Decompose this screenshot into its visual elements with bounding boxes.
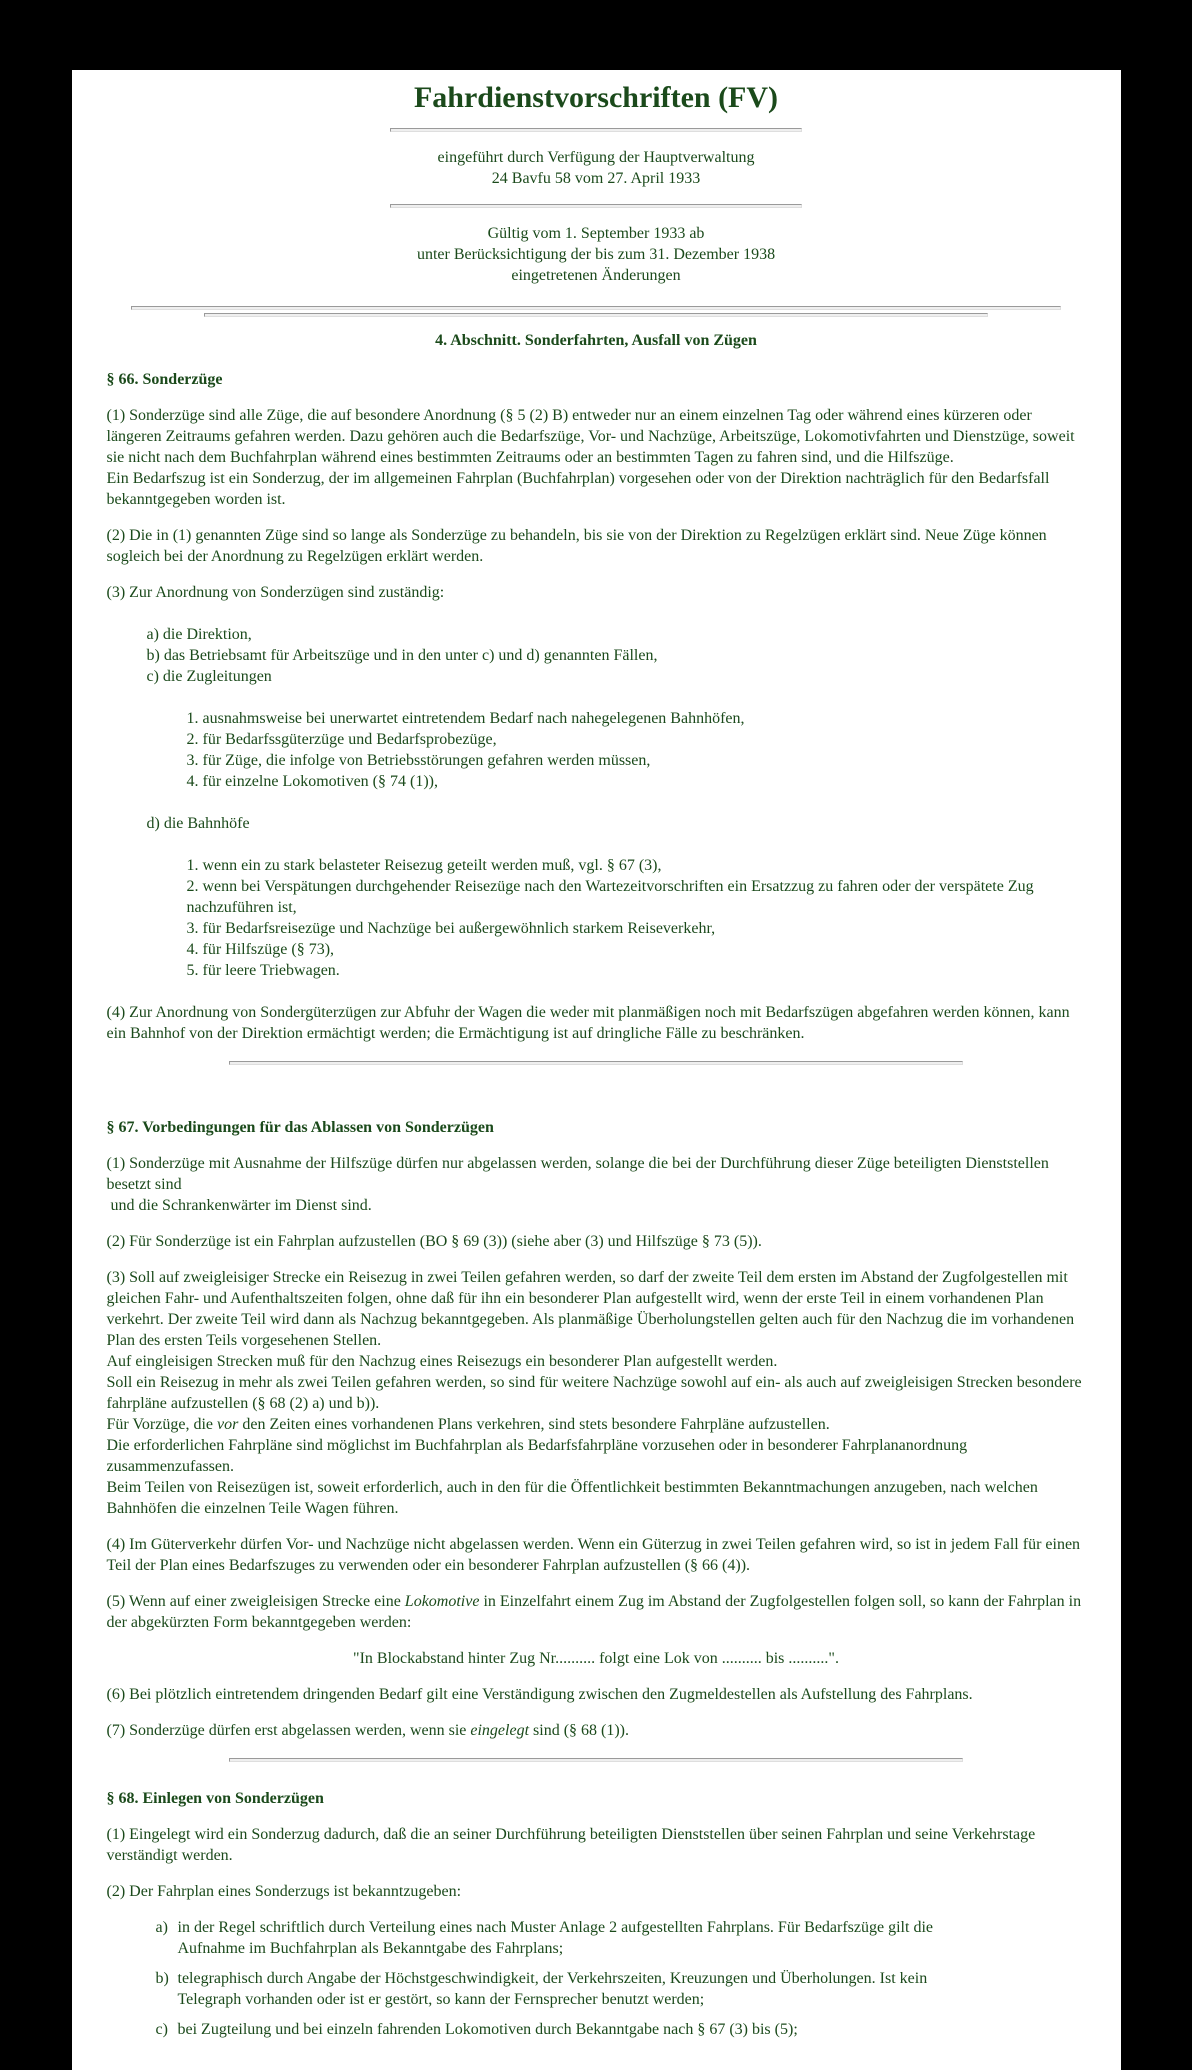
par67-p3-line4: Für Vorzüge, die vor den Zeiten eines vorhandenen Plans verkehren, sind stets besondere Fahrpläne aufzustellen.: [106, 1416, 830, 1433]
par67-heading: § 67. Vorbedingungen für das Ablassen von Sonderzügen: [106, 1119, 494, 1136]
par66-c-subitem-4: 4. für einzelne Lokomotiven (§ 74 (1)),: [186, 773, 438, 790]
par67-p3-line3: Soll ein Reisezug in mehr als zwei Teilen gefahren werden, so sind für weitere Nachzüge sowohl auf ein- als auch auf zweigleisigen Strecken besondere fahrpläne aufzustellen (§ 68 (2) a) und b)).: [106, 1374, 1082, 1412]
par66-heading: § 66. Sonderzüge: [106, 371, 223, 388]
validity-block: [107, 223, 1086, 286]
par68-item-b: [156, 1968, 1086, 2010]
introduced-line-1: eingeführt durch Verfügung der Hauptverwaltung: [437, 149, 755, 166]
italic-word-vor: vor: [217, 1416, 239, 1433]
par66-list-item-a: a) die Direktion,: [146, 626, 252, 643]
par66-c-subitem-1: 1. ausnahmsweise bei unerwartet eintretendem Bedarf nach nahegelegenen Bahnhöfen,: [186, 710, 745, 727]
section-title: 4. Abschnitt. Sonderfahrten, Ausfall von Zügen: [435, 332, 757, 349]
par68-p2: (2) Der Fahrplan eines Sonderzugs ist bekanntzugeben:: [106, 1883, 462, 1900]
par66-p3: (3) Zur Anordnung von Sonderzügen sind zuständig:: [106, 584, 445, 601]
document-page: [72, 70, 1121, 2070]
par68-item-a-text: in der Regel schriftlich durch Verteilung eines nach Muster Anlage 2 aufgestellten Fahrplans. Für Bedarfszüge gilt die Aufnahme im Buchfahrplan als Bekanntgabe des Fahrplans;: [177, 1919, 933, 1957]
par67-p3: [107, 1267, 1086, 1519]
par67-p1-line2: und die Schrankenwärter im Dienst sind.: [106, 1197, 372, 1214]
par66-p4: (4) Zur Anordnung von Sondergüterzügen zur Abfuhr der Wagen die weder mit planmäßigen noch mit Bedarfszügen abgefahren werden können, kann ein Bahnhof von der Direktion ermächtigt werden; die Ermächtigung ist auf dringliche Fälle zu beschränken.: [106, 1004, 1070, 1042]
par68-item-a-marker: a): [155, 1919, 168, 1936]
italic-word-eingelegt: eingelegt: [470, 1722, 530, 1739]
par66-c-subitem-2: 2. für Bedarfssgüterzüge und Bedarfsprobezüge,: [186, 731, 497, 748]
par66-list-d-subitems: [187, 855, 1086, 981]
validity-line-1: Gültig vom 1. September 1933 ab: [487, 225, 705, 242]
par66-list-item-b: b) das Betriebsamt für Arbeitszüge und in den unter c) und d) genannten Fällen,: [146, 647, 658, 664]
par66-list-abc: [147, 624, 1086, 981]
par68-item-c-text: bei Zugteilung und bei einzeln fahrenden Lokomotiven durch Bekanntgabe nach § 67 (3) bis (5);: [177, 2021, 798, 2038]
introduced-block: [107, 147, 1086, 189]
par67-p1: [107, 1153, 1086, 1216]
par68-letter-list: [156, 1917, 1086, 2040]
validity-line-3: eingetretenen Änderungen: [511, 267, 681, 284]
par68-item-c: [156, 2019, 1086, 2040]
par68-heading: § 68. Einlegen von Sonderzügen: [106, 1790, 324, 1807]
par67-p5: (5) Wenn auf einer zweigleisigen Strecke eine Lokomotive in Einzelfahrt einem Zug im Abstand der Zugfolgestellen folgen soll, so kann der Fahrplan in der abgekürzten Form bekanntgegeben werden:: [106, 1593, 1082, 1631]
par67-p2: (2) Für Sonderzüge ist ein Fahrplan aufzustellen (BO § 69 (3)) (siehe aber (3) und Hilfszüge § 73 (5)).: [106, 1233, 762, 1250]
validity-line-2: unter Berücksichtigung der bis zum 31. Dezember 1938: [416, 246, 776, 263]
par68-p1: (1) Eingelegt wird ein Sonderzug dadurch, daß die an seiner Durchführung beteiligten Dienststellen über seinen Fahrplan und seine Verkehrstage verständigt werden.: [106, 1826, 1036, 1864]
par67-p7: (7) Sonderzüge dürfen erst abgelassen werden, wenn sie eingelegt sind (§ 68 (1)).: [106, 1722, 629, 1739]
par66-d-subitem-2-line1: 2. wenn bei Verspätungen durchgehender Reisezüge nach den Wartezeitvorschriften ein Ersatzzug zu fahren oder der verspätete Zug: [186, 878, 1034, 895]
par66-p1: [107, 405, 1086, 510]
par66-p2: (2) Die in (1) genannten Züge sind so lange als Sonderzüge zu behandeln, bis sie von der Direktion zu Regelzügen erklärt sind. Neue Züge können sogleich bei der Anordnung zu Regelzügen erklärt werden.: [106, 527, 1047, 565]
introduced-line-2: 24 Bavfu 58 vom 27. April 1933: [491, 170, 701, 187]
par67-p3-line2: Auf eingleisigen Strecken muß für den Nachzug eines Reisezugs ein besonderer Plan aufgestellt werden.: [106, 1353, 778, 1370]
divider-rule-narrow: [204, 313, 987, 317]
par67-p3-line6: Beim Teilen von Reisezügen ist, soweit erforderlich, auch in den für die Öffentlichkeit bestimmten Bekanntmachungen anzugeben, nach welchen Bahnhöfen die einzelnen Teile Wagen führen.: [106, 1479, 1038, 1517]
par68-item-b-marker: b): [155, 1970, 169, 1987]
italic-word-lokomotive: Lokomotive: [404, 1593, 480, 1610]
par68-item-c-marker: c): [155, 2021, 168, 2038]
divider-rule-wide: [131, 306, 1061, 310]
divider-rule-top-1: [390, 128, 801, 132]
par67-p3-line1: (3) Soll auf zweigleisiger Strecke ein Reisezug in zwei Teilen gefahren werden, so darf der zweite Teil dem ersten im Abstand der Zugfolgestellen mit gleichen Fahr- und Aufenthaltszeiten folgen, ohne daß für ihn ein besonderer Plan aufgestellt wird, wenn der erste Teil in einem vorhandenen Plan verkehrt. Der zweite Teil wird dann als Nachzug bekanntgegeben. Als planmäßige Überholungstellen gelten auch für den Nachzug die im vorhandenen Plan des ersten Teils vorgesehenen Stellen.: [106, 1269, 1075, 1349]
par66-d-subitem-1: 1. wenn ein zu stark belasteter Reisezug geteilt werden muß, vgl. § 67 (3),: [186, 857, 662, 874]
par66-list-item-c: c) die Zugleitungen: [146, 668, 272, 685]
par67-p3-line5: Die erforderlichen Fahrpläne sind möglichst im Buchfahrplan als Bedarfsfahrpläne vorzusehen oder in besonderer Fahrplananordnung zusammenzufassen.: [106, 1437, 968, 1475]
par68-item-b-text: telegraphisch durch Angabe der Höchstgeschwindigkeit, der Verkehrszeiten, Kreuzungen und Überholungen. Ist kein Telegraph vorhanden oder ist er gestört, so kann der Fernsprecher benutzt werden;: [177, 1970, 928, 2008]
par67-quote-line: "In Blockabstand hinter Zug Nr.......... folgt eine Lok von .......... bis ..........".: [353, 1650, 839, 1667]
divider-rule-section-67: [229, 1061, 963, 1065]
divider-rule-top-2: [390, 204, 801, 208]
par66-d-subitem-4: 4. für Hilfszüge (§ 73),: [186, 941, 335, 958]
par67-p1-line1: (1) Sonderzüge mit Ausnahme der Hilfszüge dürfen nur abgelassen werden, solange die bei der Durchführung dieser Züge beteiligten Dienststellen besetzt sind: [106, 1155, 1049, 1193]
document-title: Fahrdienstvorschriften (FV): [413, 81, 779, 114]
par66-c-subitem-3: 3. für Züge, die infolge von Betriebsstörungen gefahren werden müssen,: [186, 752, 651, 769]
par66-p1-line2: Ein Bedarfszug ist ein Sonderzug, der im allgemeinen Fahrplan (Buchfahrplan) vorgesehen oder von der Direktion nachträglich für den Bedarfsfall bekanntgegeben worden ist.: [106, 470, 1050, 508]
par66-list-c-subitems: [187, 708, 1086, 792]
par67-p6: (6) Bei plötzlich eintretendem dringenden Bedarf gilt eine Verständigung zwischen den Zugmeldestellen als Aufstellung des Fahrplans.: [106, 1686, 973, 1703]
par66-d-subitem-3: 3. für Bedarfsreisezüge und Nachzüge bei außergewöhnlich starkem Reiseverkehr,: [186, 920, 716, 937]
par66-d-subitem-2: [187, 876, 1086, 918]
par66-p1-line1: (1) Sonderzüge sind alle Züge, die auf besondere Anordnung (§ 5 (2) B) entweder nur an einem einzelnen Tag oder während eines kürzeren oder längeren Zeitraums gefahren werden. Dazu gehören auch die Bedarfszüge, Vor- und Nachzüge, Arbeitszüge, Lokomotivfahrten und Dienstzüge, soweit sie nicht nach dem Buchfahrplan während eines bestimmten Zeitraums oder an bestimmten Tagen zu fahren sind, und die Hilfszüge.: [106, 407, 1075, 466]
par66-list-item-d: d) die Bahnhöfe: [146, 815, 250, 832]
par66-d-subitem-2-line2: nachzuführen ist,: [186, 899, 297, 916]
divider-rule-section-68: [229, 1758, 963, 1762]
par68-item-a: [156, 1917, 1086, 1959]
par66-d-subitem-5: 5. für leere Triebwagen.: [186, 962, 340, 979]
par67-p4: (4) Im Güterverkehr dürfen Vor- und Nachzüge nicht abgelassen werden. Wenn ein Güterzug in zwei Teilen gefahren wird, so ist in jedem Fall für einen Teil der Plan eines Bedarfszuges zu verwenden oder ein besonderer Fahrplan aufzustellen (§ 66 (4)).: [106, 1536, 1081, 1574]
